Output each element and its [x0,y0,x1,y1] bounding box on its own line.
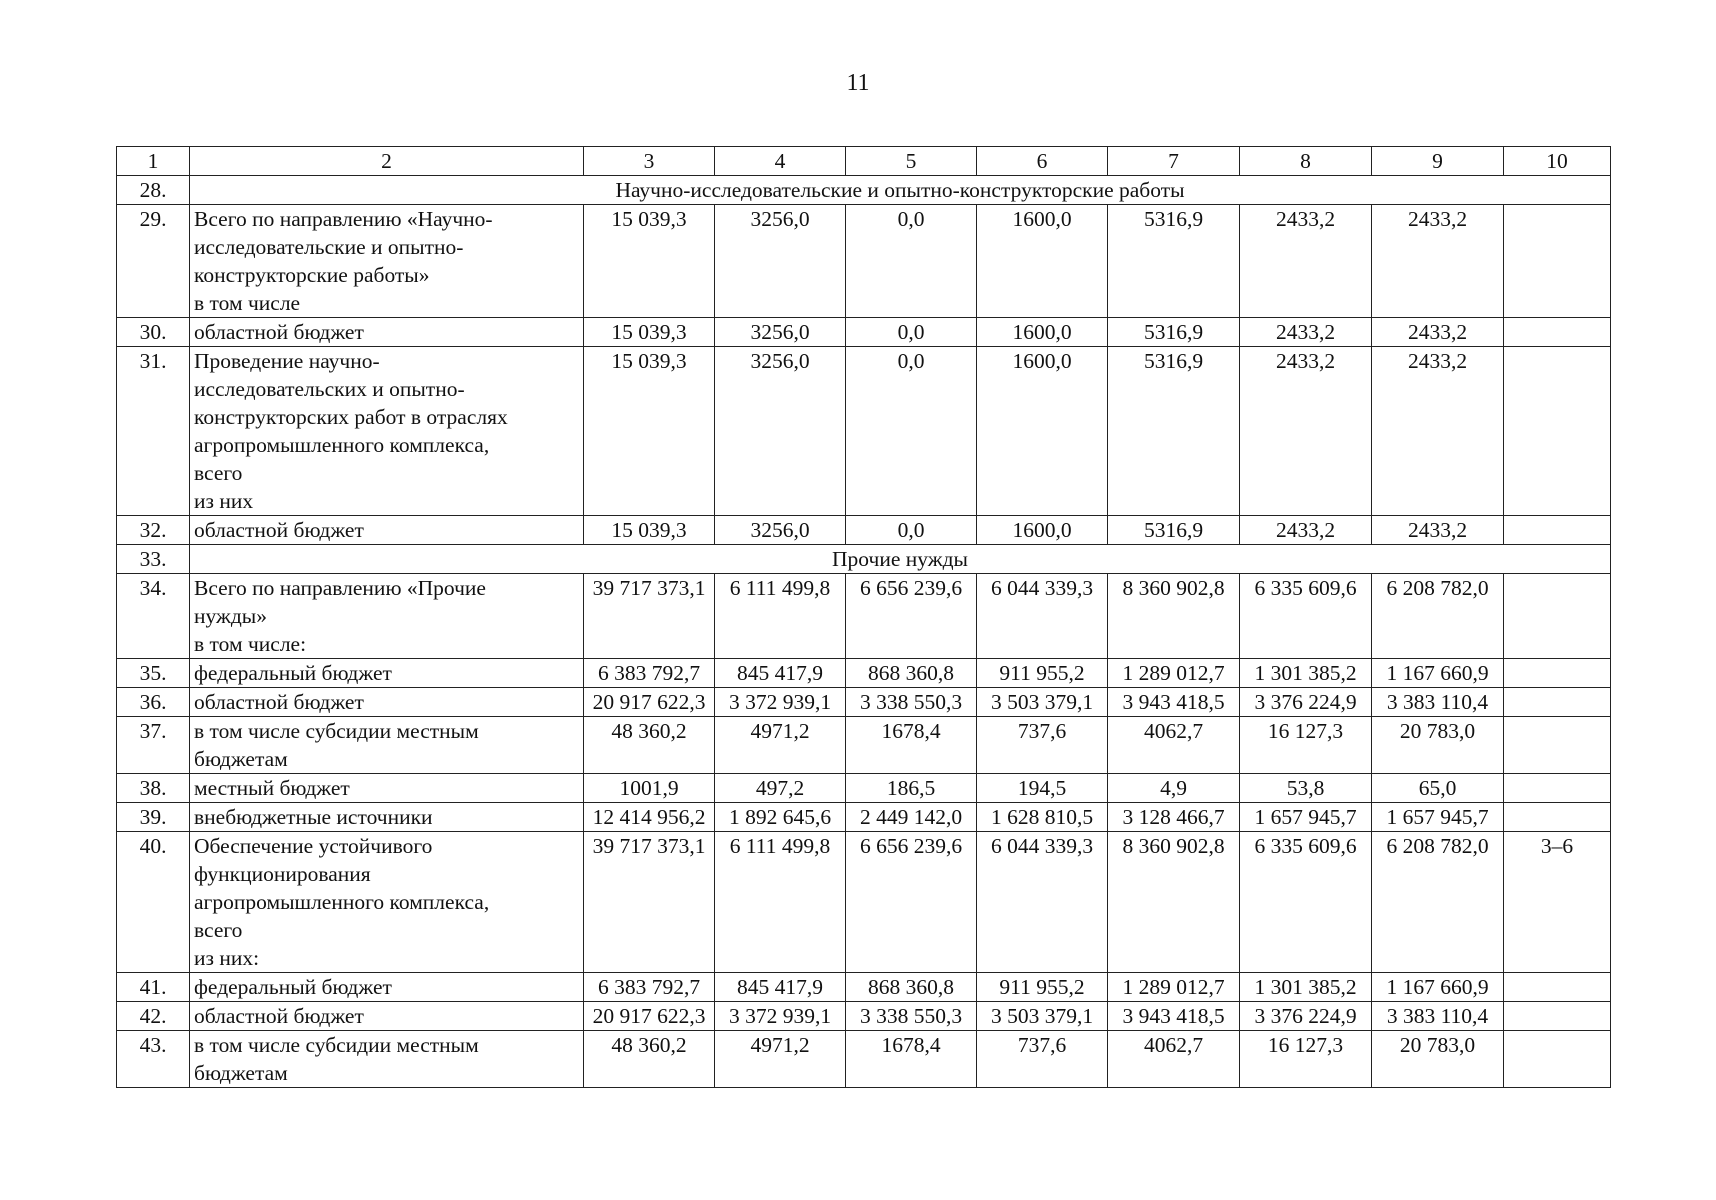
value-cell: 6 335 609,6 [1240,574,1372,659]
value-cell: 1678,4 [846,717,977,774]
note-cell [1504,717,1611,774]
description-line: в том числе субсидии местным [194,1033,479,1057]
value-cell: 0,0 [846,318,977,347]
description-line: Обеспечение устойчивого [194,834,433,858]
value-cell: 2433,2 [1372,347,1504,516]
row-number: 40. [117,832,190,973]
value-cell: 1 167 660,9 [1372,973,1504,1002]
row-description [190,688,584,717]
value-cell: 39 717 373,1 [584,832,715,973]
note-cell [1504,318,1611,347]
value-cell: 5316,9 [1108,516,1240,545]
header-cell: 7 [1108,147,1240,176]
description-line: областной бюджет [194,320,364,344]
note-cell [1504,516,1611,545]
value-cell: 16 127,3 [1240,1031,1372,1088]
row-number: 30. [117,318,190,347]
section-row [117,176,1611,205]
row-number: 28. [117,176,190,205]
value-cell: 1 657 945,7 [1240,803,1372,832]
value-cell: 2 449 142,0 [846,803,977,832]
value-cell: 3 338 550,3 [846,688,977,717]
note-cell [1504,1002,1611,1031]
description-line: в том числе [194,291,301,315]
value-cell: 15 039,3 [584,516,715,545]
value-cell: 2433,2 [1372,318,1504,347]
value-cell: 6 111 499,8 [715,832,846,973]
value-cell: 845 417,9 [715,659,846,688]
value-cell: 4971,2 [715,1031,846,1088]
header-cell: 10 [1504,147,1611,176]
value-cell: 1 301 385,2 [1240,659,1372,688]
value-cell: 737,6 [977,1031,1108,1088]
description-line: Проведение научно- [194,349,380,373]
value-cell: 6 208 782,0 [1372,832,1504,973]
value-cell: 1 289 012,7 [1108,973,1240,1002]
value-cell: 3 503 379,1 [977,688,1108,717]
description-line: агропромышленного комплекса, [194,433,490,457]
description-line: всего [194,918,243,942]
note-cell [1504,774,1611,803]
value-cell: 48 360,2 [584,1031,715,1088]
description-line: агропромышленного комплекса, [194,890,490,914]
value-cell: 3 503 379,1 [977,1002,1108,1031]
note-cell [1504,1031,1611,1088]
value-cell: 911 955,2 [977,973,1108,1002]
table-row [117,832,1611,973]
description-line: внебюджетные источники [194,805,433,829]
note-cell [1504,347,1611,516]
value-cell: 6 111 499,8 [715,574,846,659]
row-description [190,832,584,973]
value-cell: 15 039,3 [584,318,715,347]
value-cell: 3 376 224,9 [1240,688,1372,717]
value-cell: 1600,0 [977,516,1108,545]
value-cell: 3 338 550,3 [846,1002,977,1031]
description-line: нужды» [194,604,267,628]
value-cell: 1600,0 [977,318,1108,347]
value-cell: 2433,2 [1240,318,1372,347]
table-row [117,574,1611,659]
value-cell: 5316,9 [1108,205,1240,318]
value-cell: 911 955,2 [977,659,1108,688]
note-cell [1504,205,1611,318]
description-line: функционирования [194,862,371,886]
row-description [190,1031,584,1088]
header-cell: 2 [190,147,584,176]
value-cell: 1678,4 [846,1031,977,1088]
value-cell: 3 372 939,1 [715,1002,846,1031]
description-line: конструкторские работы» [194,263,430,287]
header-cell: 8 [1240,147,1372,176]
header-cell: 6 [977,147,1108,176]
value-cell: 6 335 609,6 [1240,832,1372,973]
value-cell: 6 656 239,6 [846,832,977,973]
description-line: из них: [194,946,260,970]
row-description [190,347,584,516]
table-row [117,973,1611,1002]
header-row [117,147,1611,176]
header-cell: 3 [584,147,715,176]
row-description [190,1002,584,1031]
value-cell: 4062,7 [1108,1031,1240,1088]
value-cell: 868 360,8 [846,659,977,688]
description-line: в том числе: [194,632,307,656]
value-cell: 1001,9 [584,774,715,803]
row-number: 31. [117,347,190,516]
value-cell: 3 383 110,4 [1372,1002,1504,1031]
value-cell: 8 360 902,8 [1108,574,1240,659]
value-cell: 3256,0 [715,318,846,347]
value-cell: 6 044 339,3 [977,832,1108,973]
value-cell: 6 383 792,7 [584,659,715,688]
value-cell: 65,0 [1372,774,1504,803]
row-number: 33. [117,545,190,574]
value-cell: 4062,7 [1108,717,1240,774]
value-cell: 2433,2 [1372,516,1504,545]
description-line: в том числе субсидии местным [194,719,479,743]
table-row [117,516,1611,545]
value-cell: 4971,2 [715,717,846,774]
value-cell: 737,6 [977,717,1108,774]
description-line: бюджетам [194,747,288,771]
value-cell: 3256,0 [715,516,846,545]
table-row [117,717,1611,774]
value-cell: 12 414 956,2 [584,803,715,832]
row-description [190,973,584,1002]
row-number: 42. [117,1002,190,1031]
table-row [117,774,1611,803]
row-number: 38. [117,774,190,803]
budget-table [116,146,1611,1088]
value-cell: 1 657 945,7 [1372,803,1504,832]
value-cell: 3 943 418,5 [1108,688,1240,717]
page-number: 11 [846,70,870,96]
value-cell: 53,8 [1240,774,1372,803]
table-row [117,659,1611,688]
value-cell: 194,5 [977,774,1108,803]
row-description [190,659,584,688]
value-cell: 868 360,8 [846,973,977,1002]
value-cell: 497,2 [715,774,846,803]
section-row [117,545,1611,574]
row-number: 43. [117,1031,190,1088]
description-line: федеральный бюджет [194,661,392,685]
value-cell: 1 167 660,9 [1372,659,1504,688]
description-line: Всего по направлению «Прочие [194,576,486,600]
description-line: местный бюджет [194,776,350,800]
value-cell: 20 917 622,3 [584,1002,715,1031]
value-cell: 0,0 [846,347,977,516]
row-description [190,205,584,318]
value-cell: 6 044 339,3 [977,574,1108,659]
row-number: 35. [117,659,190,688]
description-line: областной бюджет [194,690,364,714]
row-number: 39. [117,803,190,832]
description-line: областной бюджет [194,518,364,542]
value-cell: 48 360,2 [584,717,715,774]
value-cell: 5316,9 [1108,347,1240,516]
value-cell: 0,0 [846,516,977,545]
description-line: исследовательские и опытно- [194,235,464,259]
description-line: Всего по направлению «Научно- [194,207,493,231]
value-cell: 1 289 012,7 [1108,659,1240,688]
description-line: исследовательских и опытно- [194,377,465,401]
note-cell [1504,973,1611,1002]
note-cell [1504,574,1611,659]
table-row [117,803,1611,832]
value-cell: 1600,0 [977,347,1108,516]
table-row [117,688,1611,717]
row-description [190,803,584,832]
value-cell: 3 128 466,7 [1108,803,1240,832]
description-line: федеральный бюджет [194,975,392,999]
table-row [117,205,1611,318]
value-cell: 15 039,3 [584,205,715,318]
value-cell: 1 892 645,6 [715,803,846,832]
value-cell: 3 376 224,9 [1240,1002,1372,1031]
row-number: 36. [117,688,190,717]
row-description [190,318,584,347]
value-cell: 15 039,3 [584,347,715,516]
header-cell: 4 [715,147,846,176]
value-cell: 16 127,3 [1240,717,1372,774]
value-cell: 3256,0 [715,347,846,516]
header-cell: 1 [117,147,190,176]
row-number: 37. [117,717,190,774]
row-description [190,717,584,774]
value-cell: 8 360 902,8 [1108,832,1240,973]
table-row [117,1031,1611,1088]
row-number: 32. [117,516,190,545]
row-description [190,774,584,803]
section-title: Научно-исследовательские и опытно-конструкторские работы [190,176,1611,205]
value-cell: 1 301 385,2 [1240,973,1372,1002]
header-cell: 5 [846,147,977,176]
description-line: бюджетам [194,1061,288,1085]
value-cell: 845 417,9 [715,973,846,1002]
row-number: 34. [117,574,190,659]
value-cell: 2433,2 [1240,347,1372,516]
description-line: конструкторских работ в отраслях [194,405,508,429]
value-cell: 2433,2 [1372,205,1504,318]
description-line: из них [194,489,254,513]
value-cell: 3256,0 [715,205,846,318]
value-cell: 2433,2 [1240,516,1372,545]
header-cell: 9 [1372,147,1504,176]
row-number: 41. [117,973,190,1002]
value-cell: 39 717 373,1 [584,574,715,659]
table-row [117,318,1611,347]
value-cell: 3 383 110,4 [1372,688,1504,717]
value-cell: 3 943 418,5 [1108,1002,1240,1031]
value-cell: 4,9 [1108,774,1240,803]
section-title: Прочие нужды [190,545,1611,574]
row-description [190,516,584,545]
value-cell: 20 917 622,3 [584,688,715,717]
value-cell: 186,5 [846,774,977,803]
table-body [117,147,1611,1088]
value-cell: 1 628 810,5 [977,803,1108,832]
value-cell: 5316,9 [1108,318,1240,347]
table-row [117,347,1611,516]
table-row [117,1002,1611,1031]
row-description [190,574,584,659]
value-cell: 6 656 239,6 [846,574,977,659]
value-cell: 3 372 939,1 [715,688,846,717]
note-cell [1504,659,1611,688]
description-line: всего [194,461,243,485]
value-cell: 20 783,0 [1372,1031,1504,1088]
value-cell: 1600,0 [977,205,1108,318]
note-cell [1504,688,1611,717]
row-number: 29. [117,205,190,318]
value-cell: 6 208 782,0 [1372,574,1504,659]
note-cell: 3–6 [1504,832,1611,973]
value-cell: 2433,2 [1240,205,1372,318]
value-cell: 0,0 [846,205,977,318]
value-cell: 6 383 792,7 [584,973,715,1002]
note-cell [1504,803,1611,832]
value-cell: 20 783,0 [1372,717,1504,774]
description-line: областной бюджет [194,1004,364,1028]
